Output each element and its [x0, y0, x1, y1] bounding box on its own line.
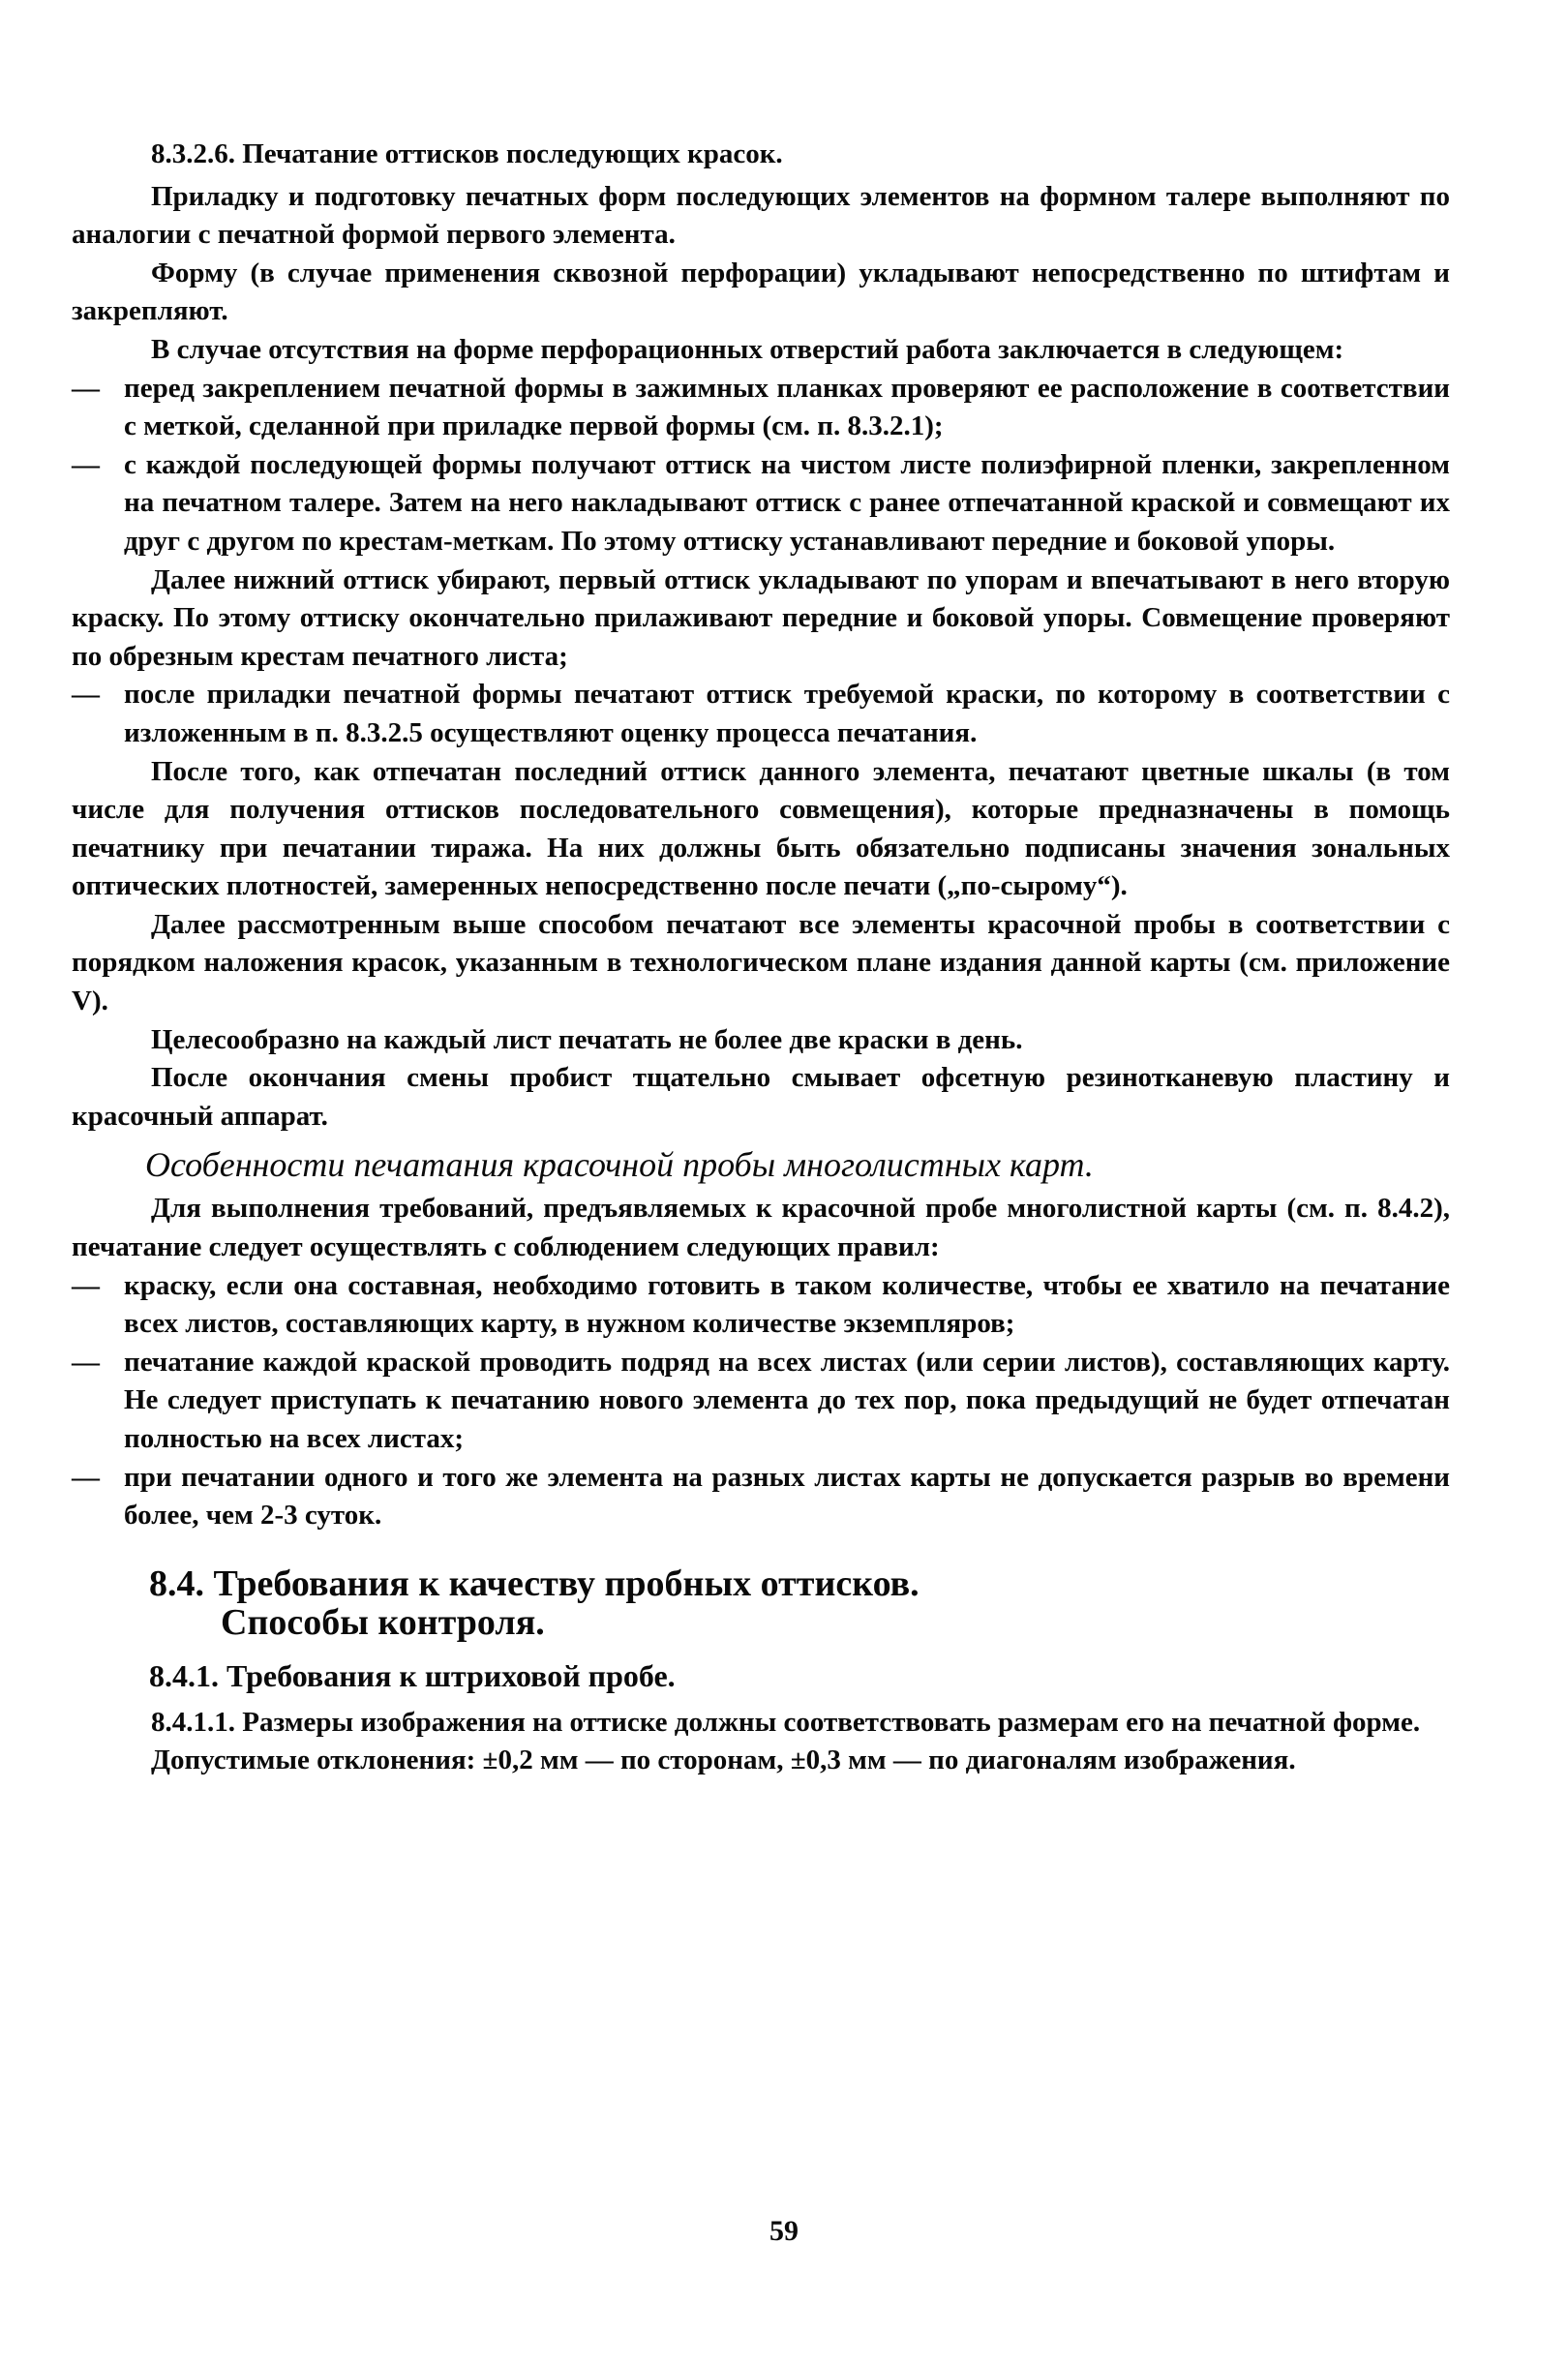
- list-item: — после приладки печатной формы печатают оттиск требуемой краски, по которому в соответствии с изложенным в п. 8.3.2.5 осуществляют оценку процесса печатания.: [72, 676, 1450, 752]
- page-number: 59: [769, 2215, 799, 2247]
- list-item: — перед закреплением печатной формы в зажимных планках проверяют ее расположение в соответствии с меткой, сделанной при приладке первой формы (см. п. 8.3.2.1);: [72, 370, 1450, 446]
- list-item: — печатание каждой краской проводить подряд на всех листах (или серии листов), составляющих карту. Не следует приступать к печатанию нового элемента до тех пор, пока предыдущий не будет отпечатан полностью на всех листах;: [72, 1344, 1450, 1459]
- paragraph: Далее рассмотренным выше способом печатают все элементы красочной пробы в соответствии с порядком наложения красок, указанным в технологическом плане издания данной карты (см. приложение V).: [72, 908, 1450, 1017]
- paragraph: Допустимые отклонения: ±0,2 мм — по сторонам, ±0,3 мм — по диагоналям изображения.: [151, 1744, 1296, 1776]
- paragraph: Приладку и подготовку печатных форм последующих элементов на формном талере выполняют по аналогии с печатной формой первого элемента.: [72, 180, 1450, 251]
- paragraph: 8.4.1.1. Размеры изображения на оттиске должны соответствовать размерам его на печатной форме.: [151, 1706, 1421, 1738]
- paragraph: Для выполнения требований, предъявляемых к красочной пробе многолистной карты (см. п. 8.4.2), печатание следует осуществлять с соблюдением следующих правил:: [72, 1193, 1450, 1263]
- paragraph: Форму (в случае применения сквозной перфорации) укладывают непосредственно по штифтам и закрепляют.: [72, 257, 1450, 327]
- paragraph: После того, как отпечатан последний оттиск данного элемента, печатают цветные шкалы (в том числе для получения оттисков последовательного совмещения), которые предназначены в помощь печатнику при печатании тиража. На них должны быть обязательно подписаны значения зональных оптических плотностей, замеренных непосредственно после печати („по-сырому“).: [72, 755, 1450, 902]
- subsection-heading-8-4-1: 8.4.1. Требования к штриховой пробе.: [149, 1657, 676, 1693]
- document-page: [72, 136, 1450, 1780]
- list-item: — с каждой последующей формы получают оттиск на чистом листе полиэфирной пленки, закрепленном на печатном талере. Затем на него накладывают оттиск с ранее отпечатанной краской и совмещают их друг с другом по крестам-меткам. По этому оттиску устанавливают передние и боковой упоры.: [72, 446, 1450, 561]
- italic-subheading: Особенности печатания красочной пробы многолистных карт.: [145, 1145, 1094, 1185]
- section-heading-line-2: Способы контроля.: [221, 1601, 545, 1643]
- section-heading-8-4: [72, 1564, 1450, 1642]
- list-item: — при печатании одного и того же элемента на разных листах карты не допускается разрыв во времени более, чем 2-3 суток.: [72, 1459, 1450, 1535]
- paragraph: Целесообразно на каждый лист печатать не более две краски в день.: [151, 1023, 1023, 1055]
- paragraph: Далее нижний оттиск убирают, первый оттиск укладывают по упорам и впечатывают в него вторую краску. По этому оттиску окончательно прилаживают передние и боковой упоры. Совмещение проверяют по обрезным крестам печатного листа;: [72, 563, 1450, 672]
- paragraph: После окончания смены пробист тщательно смывает офсетную резинотканевую пластину и красочный аппарат.: [72, 1062, 1450, 1132]
- paragraph: В случае отсутствия на форме перфорационных отверстий работа заключается в следующем:: [151, 333, 1344, 365]
- heading-8-3-2-6: 8.3.2.6. Печатание оттисков последующих красок.: [151, 138, 783, 169]
- section-heading-line-1: 8.4. Требования к качеству пробных оттисков.: [149, 1562, 920, 1604]
- list-item: — краску, если она составная, необходимо готовить в таком количестве, чтобы ее хватило на печатание всех листов, составляющих карту, в нужном количестве экземпляров;: [72, 1267, 1450, 1344]
